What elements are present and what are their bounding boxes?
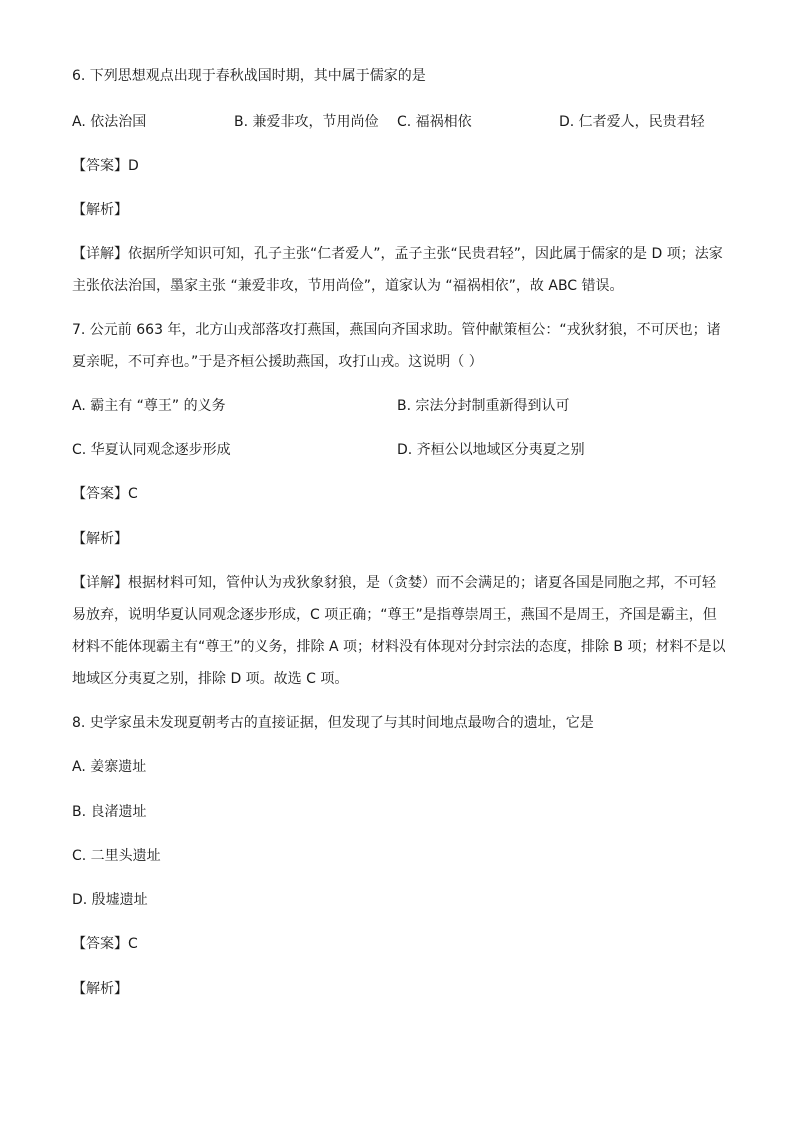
- q8-option-a: A. 姜寨遗址: [72, 759, 147, 775]
- q8-option-b: B. 良渚遗址: [72, 804, 147, 820]
- q8-option-d: D. 殷墟遗址: [72, 892, 148, 908]
- q7-detail-line: 材料不能体现霸主有“尊王”的义务，排除 A 项；材料没有体现对分封宗法的态度，排除 B 项；材料不是以: [72, 639, 726, 655]
- q6-option-c: C. 福祸相依: [397, 114, 472, 130]
- q7-detail-line: 易放弃，说明华夏认同观念逐步形成，C 项正确；“尊王”是指尊崇周王，燕国不是周王，齐国是霸主，但: [72, 607, 717, 623]
- q7-answer: 【答案】C: [72, 486, 138, 502]
- q6-analysis-label: 【解析】: [72, 202, 128, 218]
- q8-analysis-label: 【解析】: [72, 981, 128, 997]
- q7-option-a: A. 霸主有 “尊王” 的义务: [72, 398, 226, 414]
- q6-detail-line: 主张依法治国，墨家主张 “兼爱非攻，节用尚俭”，道家认为 “福祸相依”，故 ABC 错误。: [72, 278, 624, 294]
- q6-option-b: B. 兼爱非攻，节用尚俭: [234, 114, 379, 130]
- q7-option-c: C. 华夏认同观念逐步形成: [72, 442, 231, 458]
- q7-option-d: D. 齐桓公以地域区分夷夏之别: [397, 442, 585, 458]
- q7-detail-line: 【详解】根据材料可知，管仲认为戎狄象豺狼，是（贪婪）而不会满足的；诸夏各国是同胞之邦，不可轻: [72, 575, 716, 591]
- q8-answer: 【答案】C: [72, 936, 138, 952]
- q8-stem: 8. 史学家虽未发现夏朝考古的直接证据，但发现了与其时间地点最吻合的遗址，它是: [72, 715, 594, 731]
- q7-detail-line: 地域区分夷夏之别，排除 D 项。故选 C 项。: [72, 671, 349, 687]
- q6-detail-line: 【详解】依据所学知识可知，孔子主张“仁者爱人”，孟子主张“民贵君轻”，因此属于儒家的是 D 项；法家: [72, 246, 723, 262]
- q7-stem-line: 7. 公元前 663 年，北方山戎部落攻打燕国，燕国向齐国求助。管仲献策桓公：“戎狄豺狼，不可厌也；诸: [72, 322, 721, 338]
- q6-stem: 6. 下列思想观点出现于春秋战国时期，其中属于儒家的是: [72, 68, 426, 84]
- q6-option-d: D. 仁者爱人，民贵君轻: [559, 114, 705, 130]
- q8-option-c: C. 二里头遗址: [72, 848, 161, 864]
- q6-answer: 【答案】D: [72, 158, 139, 174]
- q7-stem-line: 夏亲昵，不可弃也。”于是齐桓公援助燕国，攻打山戎。这说明（ ）: [72, 354, 483, 370]
- q7-analysis-label: 【解析】: [72, 531, 128, 547]
- q7-option-b: B. 宗法分封制重新得到认可: [397, 398, 570, 414]
- q6-option-a: A. 依法治国: [72, 114, 147, 130]
